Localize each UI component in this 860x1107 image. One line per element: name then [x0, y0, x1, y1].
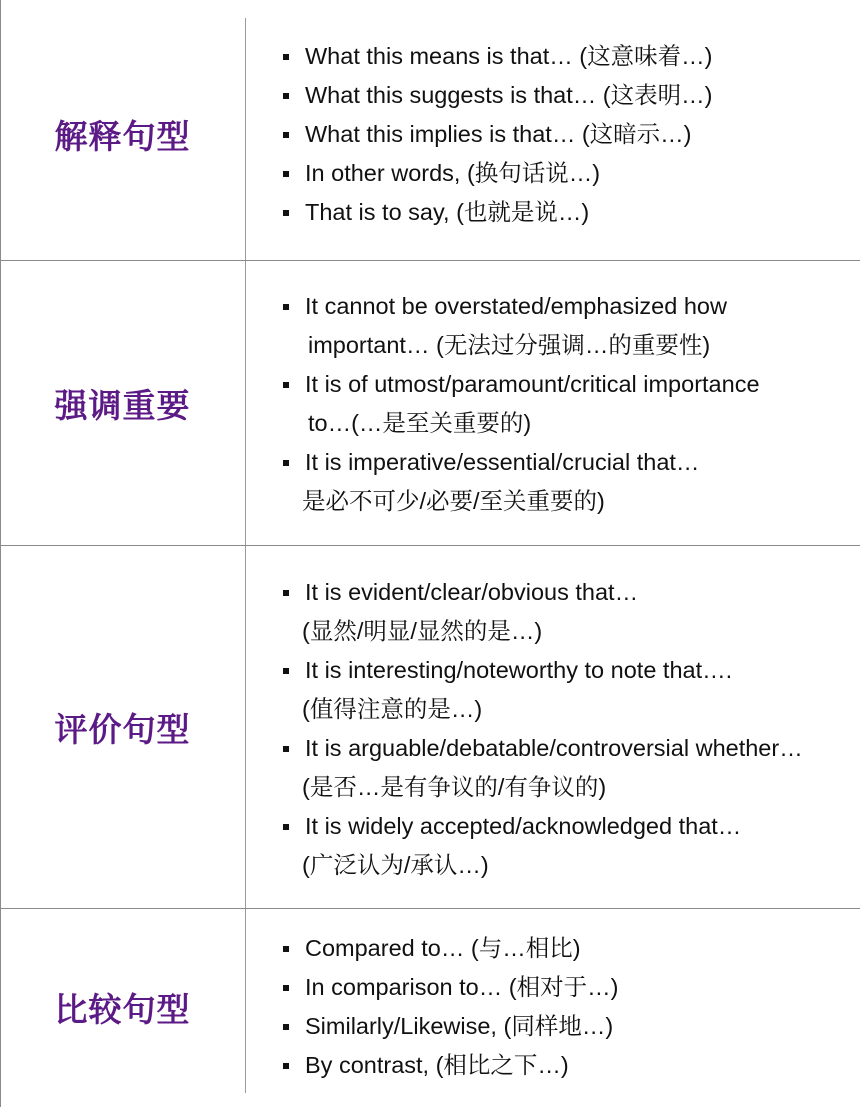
pattern-text: In comparison to… (相对于…)	[305, 974, 619, 1000]
list-item	[283, 287, 760, 365]
bullet-icon	[283, 590, 289, 596]
list-item	[283, 929, 618, 968]
list-item	[283, 573, 803, 651]
pattern-continuation: (值得注意的是…)	[302, 696, 483, 722]
pattern-text: It cannot be overstated/emphasized how	[305, 293, 727, 319]
category-label: 解释句型	[54, 116, 191, 156]
pattern-continuation: 是必不可少/必要/至关重要的)	[302, 488, 605, 514]
bullet-icon	[283, 1024, 289, 1030]
pattern-continuation: important… (无法过分强调…的重要性)	[308, 332, 711, 358]
bullet-icon	[283, 171, 289, 177]
pattern-text: Compared to… (与…相比)	[305, 935, 581, 961]
list-item	[283, 154, 712, 193]
bullet-icon	[283, 210, 289, 216]
pattern-continuation: (广泛认为/承认…)	[302, 852, 489, 878]
list-item	[283, 193, 712, 232]
pattern-text: In other words, (换句话说…)	[305, 160, 601, 186]
pattern-list	[283, 287, 760, 521]
category-label: 评价句型	[54, 709, 191, 749]
bullet-icon	[283, 54, 289, 60]
list-item	[283, 807, 803, 885]
bullet-icon	[283, 824, 289, 830]
table-row-emphasis	[0, 261, 860, 545]
category-label: 比较句型	[54, 989, 191, 1029]
pattern-continuation: (是否…是有争议的/有争议的)	[302, 774, 607, 800]
pattern-text: That is to say, (也就是说…)	[305, 199, 590, 225]
bullet-icon	[283, 93, 289, 99]
pattern-text: What this implies is that… (这暗示…)	[305, 121, 692, 147]
table-row-evaluation	[0, 546, 860, 908]
bullet-icon	[283, 382, 289, 388]
pattern-list	[283, 573, 803, 885]
list-item	[283, 115, 712, 154]
pattern-continuation: to…(…是至关重要的)	[308, 410, 532, 436]
bullet-icon	[283, 985, 289, 991]
pattern-list	[283, 929, 618, 1085]
category-label: 强调重要	[54, 385, 191, 425]
pattern-text: By contrast, (相比之下…)	[305, 1052, 569, 1078]
bullet-icon	[283, 304, 289, 310]
pattern-list	[283, 37, 712, 232]
bullet-icon	[283, 132, 289, 138]
pattern-continuation: (显然/明显/显然的是…)	[302, 618, 543, 644]
pattern-text: It is evident/clear/obvious that…	[305, 579, 639, 605]
bullet-icon	[283, 746, 289, 752]
list-item	[283, 968, 618, 1007]
list-item	[283, 76, 712, 115]
bullet-icon	[283, 946, 289, 952]
table-row-explanation	[0, 0, 860, 260]
list-item	[283, 365, 760, 443]
list-item	[283, 37, 712, 76]
list-item	[283, 1046, 618, 1085]
pattern-text: What this means is that… (这意味着…)	[305, 43, 713, 69]
bullet-icon	[283, 668, 289, 674]
pattern-text: It is arguable/debatable/controversial whether…	[305, 735, 803, 761]
pattern-text: It is imperative/essential/crucial that…	[305, 449, 700, 475]
pattern-text: It is interesting/noteworthy to note that….	[305, 657, 733, 683]
bullet-icon	[283, 460, 289, 466]
pattern-text: Similarly/Likewise, (同样地…)	[305, 1013, 614, 1039]
list-item	[283, 443, 760, 521]
list-item	[283, 651, 803, 729]
pattern-text: What this suggests is that… (这表明…)	[305, 82, 713, 108]
pattern-text: It is widely accepted/acknowledged that…	[305, 813, 742, 839]
pattern-text: It is of utmost/paramount/critical importance	[305, 371, 760, 397]
bullet-icon	[283, 1063, 289, 1069]
table-row-comparison	[0, 909, 860, 1107]
list-item	[283, 729, 803, 807]
list-item	[283, 1007, 618, 1046]
